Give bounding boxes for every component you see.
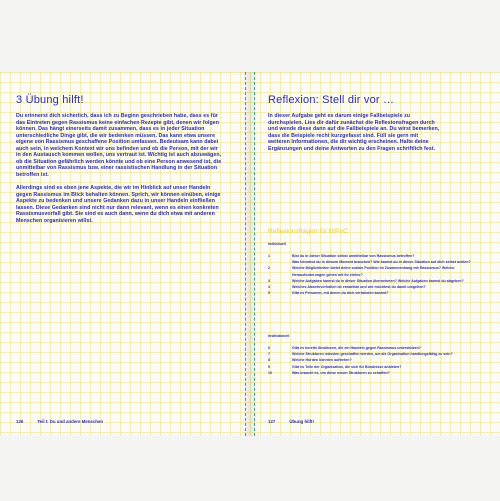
group-label-individual: Individuell [268,242,286,246]
item-number: 2 [268,266,270,271]
question-list-individual [268,253,476,296]
list-item [268,265,476,277]
left-footer [16,419,103,424]
item-text: Welches Abwehrverhalten ist erwartbar und wie möchtest du damit umgehen? [292,285,426,290]
right-intro-paragraph: In dieser Aufgabe geht es darum einige Fallbeispiele zu durchspielen. Lies dir dafür zunächst die Reflexionsfragen durch und wende diese dann auf die Fallbeispiele an. Du wirst bemerken, dass die Beispiele recht kurzgefasst sind. Füll sie gern mit weiteren Informationen, die dir wichtig erscheinen. Halte deine Ergänzungen und deine Antworten zu den Fragen schriftlich fest. [268,113,440,152]
item-number: 6 [268,346,270,350]
right-page-heading: Reflexion: Stell dir vor … [268,94,395,106]
item-number: 7 [268,352,270,357]
item-text: Was könntest du in diesem Moment brauchen? Wie kannst du in dieser Situation auf dich selbst achten? [292,260,471,265]
list-item [268,290,476,296]
section-heading: Reflexionsfragen für BIPoC [268,228,348,235]
spine-line [245,72,246,436]
list-item [268,370,476,376]
item-text: Gibt es Teile der Organisation, die sich für Bündnisse anbieten? [292,364,402,369]
spine-line [254,72,255,436]
right-footer [268,419,314,424]
item-number: 4 [268,285,270,290]
left-paragraph-1: Du erinnerst dich sicherlich, dass ich zu Beginn geschrieben habe, dass es für das Eintreten gegen Rassismus keine einfachen Rezepte gibt, denen wir folgen können. Das hängt einerseits damit zusammen, dass es in jeder Situation unterschiedliche Dinge gibt, die wir bedenken müssen. Das kann etwa unsere eigene von Rassismus geschaffene Position umfassen. Bedeutsam kann dabei auch sein, in welchem Kontext wir uns befinden und ob die Person, mit der wir in den Austausch kommen wollen, uns vertraut ist. Wichtig ist auch abzuwägen, ob die Situation gefährlich werden könnte und ob eine Person anwesend ist, die unmittelbar von Rassismus bzw. einer rassistischen Handlung in der Situation betroffen ist. [16,113,222,178]
item-text: Bist du in dieser Situation selbst unmittelbar von Rassismus betroffen? [292,254,415,258]
right-page-intro [268,113,440,159]
item-text: Gibt es bereits Strukturen, die ein Handeln gegen Rassismus unterstützen? [292,346,422,350]
book-spread [0,72,500,436]
item-number: 5 [268,291,270,296]
item-number: 8 [268,358,270,363]
item-text: Welche Hürden könnten auftreten? [292,358,352,363]
item-number: 3 [268,278,270,283]
left-paragraph-2: Allerdings sind es eben jene Aspekte, die wir im Hinblick auf unser Handeln gegen Rassismus im Blick behalten können. Sprich, wir können einüben, einige Aspekte zu bedenken und unsere Gedanken dazu in unser Handeln einfließen lassen. Diese Gedanken sind nicht nur dann relevant, wenn es einen konkreten Rassismusvorfall gibt. Sie sind es auch dann, wenn du dich etwa mit anderen Menschen organisieren willst. [16,184,221,224]
item-number: 10 [268,370,272,375]
item-text: Welche Aufgaben kannst du in dieser Situation übernehmen? Welche Aufgaben kannst du abgeben? [292,278,464,283]
item-text: Gibt es Personen, mit denen du dich verbünden kannst? [292,291,389,296]
item-text: Welche Möglichkeiten bietet deine soziale Position im Zusammenhang mit Rassismus? Welche Herausforderungen gehen mit ihr einher? [292,266,455,277]
right-running-title: Übung hilft! [289,419,314,424]
item-number: 9 [268,364,270,369]
right-page [250,72,500,436]
group-label-institutional: Institutionell [268,334,290,338]
left-running-title: Teil I: Du und andere Menschen [37,419,104,424]
left-page-number: 126 [16,419,24,424]
question-list-institutional [268,345,476,376]
right-page-number: 127 [268,419,276,424]
left-page [0,72,250,436]
item-number: 1 [268,254,270,258]
item-text: Welche Strukturen müssten geschaffen werden, um als Organisation handlungsfähig zu sein? [292,352,453,357]
item-text: Was braucht es, um diese neuen Strukturen zu schaffen? [292,370,390,375]
left-page-heading: 3 Übung hilft! [16,94,84,106]
left-page-body [16,113,222,231]
